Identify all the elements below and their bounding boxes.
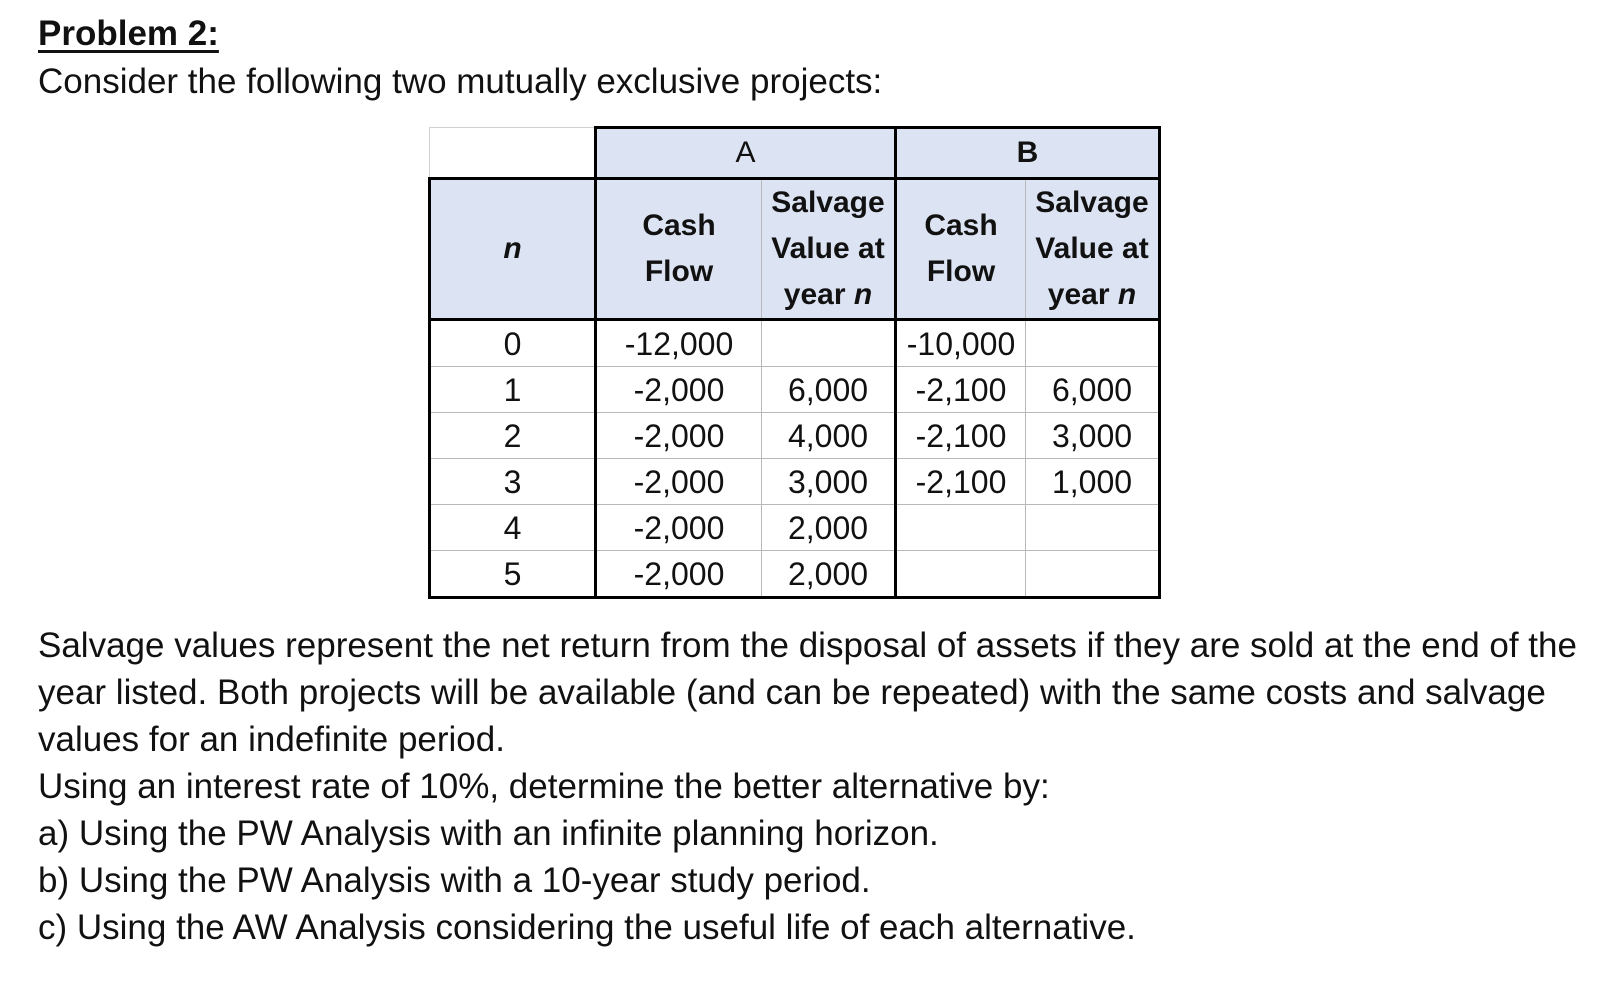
b-salvage-line3: year	[1047, 278, 1110, 311]
a-salvage-line2: Value at	[771, 232, 885, 265]
cell-a-cash-flow: -12,000	[596, 320, 762, 367]
cell-b-cash-flow: -2,100	[896, 459, 1026, 505]
project-b-header: B	[896, 128, 1160, 179]
cell-a-salvage: 2,000	[762, 505, 896, 551]
n-label: n	[503, 232, 522, 265]
table-row	[430, 413, 1160, 459]
cell-n: 1	[430, 367, 596, 413]
column-header-b-salvage	[1026, 179, 1160, 320]
column-header-n	[430, 179, 596, 320]
table-row	[430, 320, 1160, 367]
column-header-b-cash-flow	[896, 179, 1026, 320]
cell-a-salvage: 2,000	[762, 551, 896, 598]
problem-body	[38, 622, 1598, 951]
cell-b-cash-flow	[896, 505, 1026, 551]
cell-b-cash-flow: -2,100	[896, 367, 1026, 413]
cell-n: 0	[430, 320, 596, 367]
cell-n: 5	[430, 551, 596, 598]
table-row	[430, 505, 1160, 551]
a-salvage-line3: year	[783, 278, 846, 311]
cell-b-cash-flow: -2,100	[896, 413, 1026, 459]
b-salvage-line1: Salvage	[1035, 186, 1149, 219]
cell-b-salvage: 1,000	[1026, 459, 1160, 505]
a-cash-flow-line2: Flow	[644, 255, 714, 288]
cell-n: 4	[430, 505, 596, 551]
cell-a-cash-flow: -2,000	[596, 551, 762, 598]
salvage-paragraph: Salvage values represent the net return from the disposal of assets if they are sold at the end of the year listed. Both projects will be available (and can be repeated) with the same costs and salvage values for an indefinite period.	[38, 626, 1577, 759]
cell-a-cash-flow: -2,000	[596, 413, 762, 459]
cell-a-cash-flow: -2,000	[596, 505, 762, 551]
problem-heading: Problem 2:	[38, 14, 219, 53]
b-cash-flow-line1: Cash	[924, 209, 998, 242]
cell-a-cash-flow: -2,000	[596, 459, 762, 505]
cell-a-salvage: 6,000	[762, 367, 896, 413]
cell-b-salvage	[1026, 505, 1160, 551]
cell-b-cash-flow: -10,000	[896, 320, 1026, 367]
project-a-header: A	[596, 128, 896, 179]
b-cash-flow-line2: Flow	[926, 255, 996, 288]
cell-a-cash-flow: -2,000	[596, 367, 762, 413]
cell-b-salvage: 6,000	[1026, 367, 1160, 413]
cell-b-salvage	[1026, 551, 1160, 598]
a-salvage-line1: Salvage	[771, 186, 885, 219]
table-row	[430, 551, 1160, 598]
question-c: c) Using the AW Analysis considering the useful life of each alternative.	[38, 908, 1136, 947]
table-row	[430, 459, 1160, 505]
cash-flow-table	[428, 126, 1161, 599]
cell-b-cash-flow	[896, 551, 1026, 598]
instruction-text: Using an interest rate of 10%, determine the better alternative by:	[38, 767, 1050, 806]
cell-a-salvage: 3,000	[762, 459, 896, 505]
a-salvage-line3-n: n	[853, 278, 873, 311]
cell-n: 3	[430, 459, 596, 505]
column-header-a-cash-flow	[596, 179, 762, 320]
cell-a-salvage: 4,000	[762, 413, 896, 459]
table-corner-cell	[430, 128, 596, 179]
cell-a-salvage	[762, 320, 896, 367]
b-salvage-line2: Value at	[1035, 232, 1149, 265]
cell-b-salvage	[1026, 320, 1160, 367]
table-row	[430, 367, 1160, 413]
cell-n: 2	[430, 413, 596, 459]
cell-b-salvage: 3,000	[1026, 413, 1160, 459]
question-b: b) Using the PW Analysis with a 10-year study period.	[38, 861, 871, 900]
problem-intro: Consider the following two mutually exclusive projects:	[38, 62, 883, 101]
b-salvage-line3-n: n	[1117, 278, 1137, 311]
question-a: a) Using the PW Analysis with an infinite planning horizon.	[38, 814, 939, 853]
column-header-a-salvage	[762, 179, 896, 320]
a-cash-flow-line1: Cash	[642, 209, 716, 242]
cash-flow-table-container	[428, 126, 1161, 599]
